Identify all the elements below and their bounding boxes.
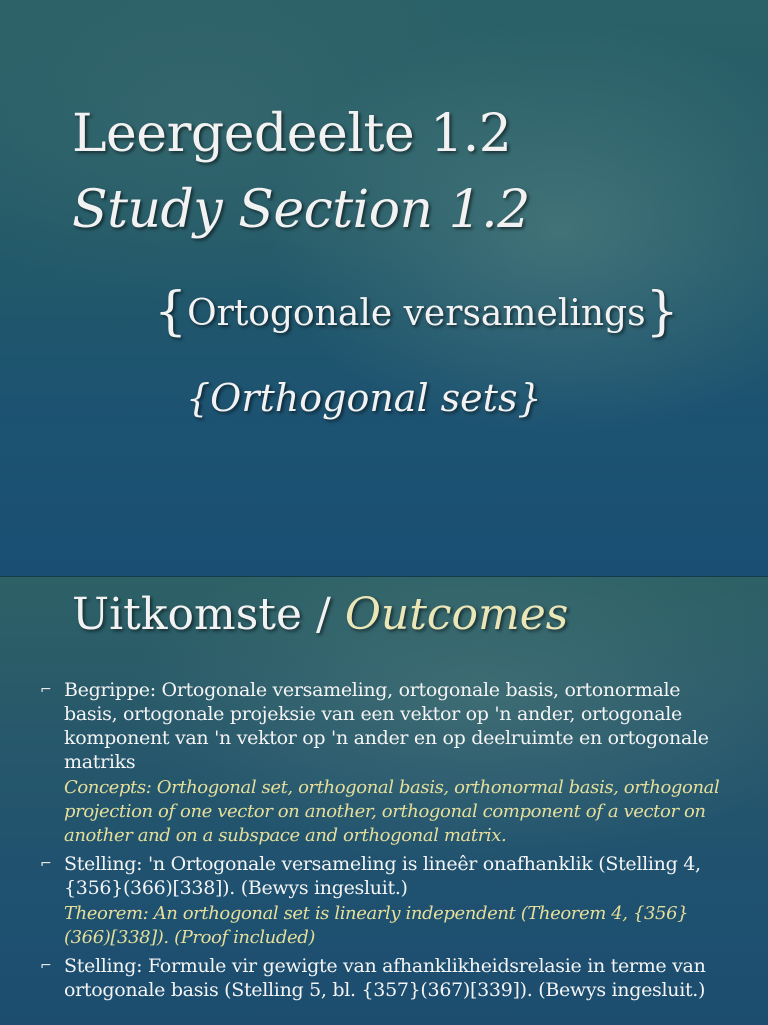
slide-title-afrikaans: Leergedeelte 1.2 (72, 104, 512, 164)
bullet-icon: ⌐ (40, 856, 52, 872)
outcomes-heading-english: Outcomes (344, 589, 569, 640)
list-item (40, 954, 730, 1002)
slide-subtitle-english: {Orthogonal sets} (186, 376, 542, 420)
outcome-english-text: Theorem: An orthogonal set is linearly independent (Theorem 4, {356}(366)[338]). (Proof included) (64, 903, 689, 948)
subtitle-afrikaans-text: Ortogonale versamelings (187, 293, 646, 334)
outcome-afrikaans-text: Begrippe: Ortogonale versameling, ortogonale basis, ortonormale basis, ortogonale projeksie van een vektor op 'n ander, ortogonale komponent van 'n vektor op 'n ander en op deelruimte en ortogonale matriks (64, 679, 709, 773)
list-item (40, 852, 730, 950)
outcome-afrikaans-text: Stelling: Formule vir gewigte van afhanklikheidsrelasie in terme van ortogonale basis (Stelling 5, bl. {357}(367)[339]). (Bewys ingesluit.) (64, 955, 706, 1001)
list-item (40, 678, 730, 848)
open-brace: { (154, 282, 188, 342)
outcome-afrikaans-text: Stelling: 'n Ortogonale versameling is lineêr onafhanklik (Stelling 4, {356}(366)[338]). (Bewys ingesluit.) (64, 853, 701, 899)
outcomes-list (40, 678, 730, 1006)
outcomes-heading-afrikaans: Uitkomste / (72, 589, 345, 640)
outcome-english-text: Concepts: Orthogonal set, orthogonal basis, orthonormal basis, orthogonal projection of one vector on another, orthogonal component of a vector on another and on a subspace and orthogonal matrix. (64, 777, 720, 846)
outcomes-slide (0, 577, 768, 1025)
bullet-icon: ⌐ (40, 958, 52, 974)
outcomes-heading (72, 589, 568, 640)
slide-subtitle-afrikaans (154, 282, 679, 342)
bullet-icon: ⌐ (40, 682, 52, 698)
slide-title-english: Study Section 1.2 (72, 180, 530, 240)
close-brace: } (645, 282, 679, 342)
